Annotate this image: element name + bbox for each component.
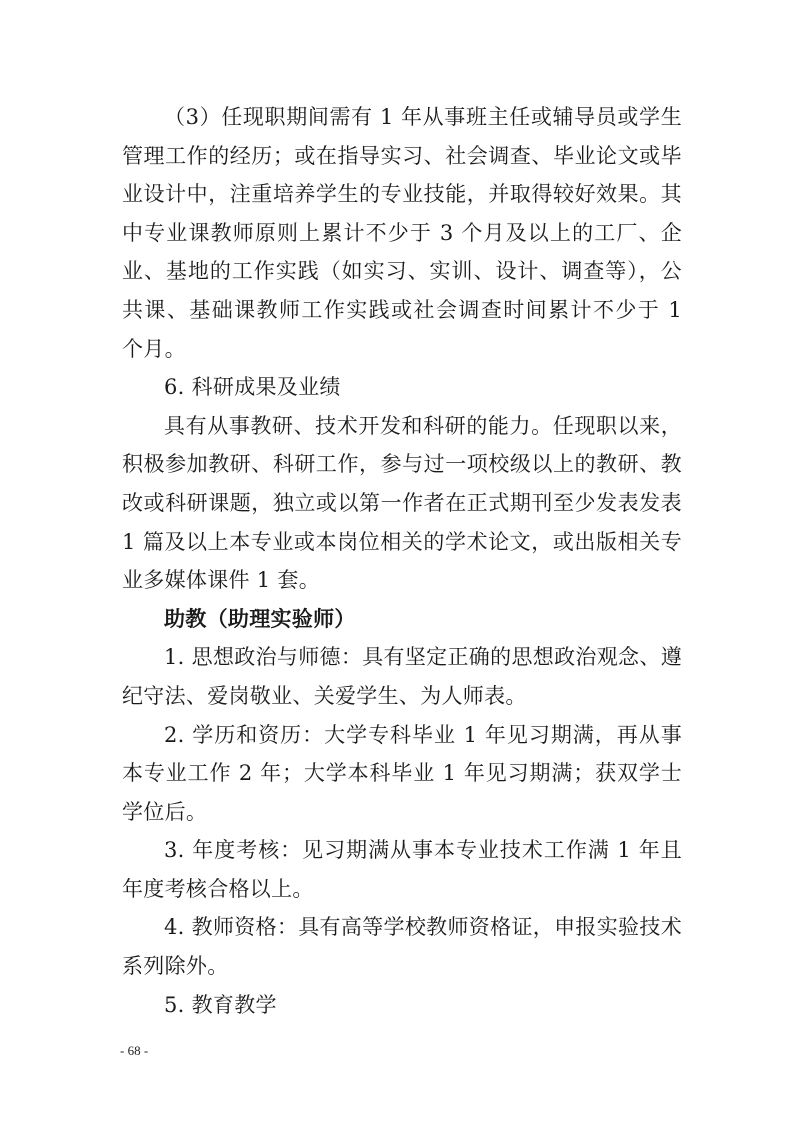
page-number: - 68 - [120,1043,149,1058]
section-heading-research: 6. 科研成果及业绩 [164,375,341,400]
document-body [122,98,682,1024]
paragraph-practice-experience: （3）任现职期间需有 1 年从事班主任或辅导员或学生管理工作的经历；或在指导实习、社会调查、毕业论文或毕业设计中，注重培养学生的专业技能，并取得较好效果。其中专业课教师原则上累计不少于 3 个月及以上的工厂、企业、基地的工作实践（如实习、实训、设计、调查等），公共课、基础课教师工作实践或社会调查时间累计不少于 1 个月。 [122,105,682,361]
paragraph-annual-assessment: 3. 年度考核：见习期满从事本专业技术工作满 1 年且年度考核合格以上。 [122,838,682,901]
paragraph-teacher-qualification: 4. 教师资格：具有高等学校教师资格证，申报实验技术系列除外。 [122,915,682,979]
section-heading-assistant-teacher: 助教（助理实验师） [164,606,356,631]
section-heading-teaching: 5. 教育教学 [164,992,277,1017]
paragraph-research-requirements: 具有从事教研、技术开发和科研的能力。任现职以来，积极参加教研、科研工作，参与过一项校级以上的教研、教改或科研课题，独立或以第一作者在正式期刊至少发表发表 1 篇及以上本专业或本岗位相关的学术论文，或出版相关专业多媒体课件 1 套。 [122,413,682,593]
paragraph-ethics: 1. 思想政治与师德：具有坚定正确的思想政治观念、遵纪守法、爱岗敬业、关爱学生、为人师表。 [122,645,682,708]
paragraph-education-background: 2. 学历和资历：大学专科毕业 1 年见习期满，再从事本专业工作 2 年；大学本科毕业 1 年见习期满；获双学士学位后。 [122,722,682,824]
